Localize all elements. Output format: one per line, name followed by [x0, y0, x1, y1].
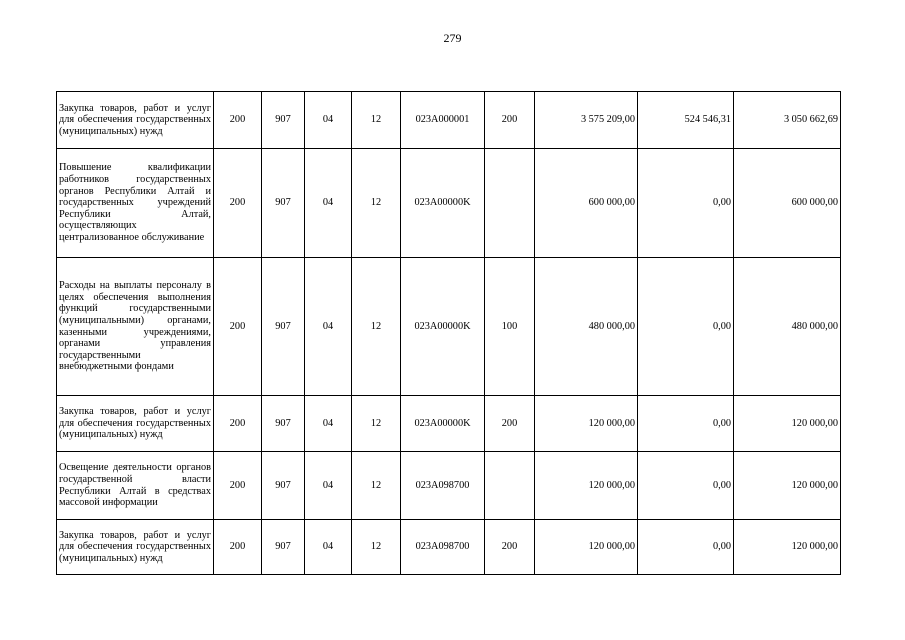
row-target-article-code: 023A000001 [401, 92, 485, 149]
table-row [57, 149, 841, 258]
row-description: Закупка товаров, работ и услуг для обеспечения государственных (муниципальных) нужд [57, 396, 214, 452]
row-target-article-code: 023A00000K [401, 258, 485, 396]
row-ved-code: 907 [262, 396, 305, 452]
row-sum-2: 0,00 [638, 452, 734, 520]
table-row [57, 452, 841, 520]
row-target-article-code: 023A00000K [401, 149, 485, 258]
row-subsection-code: 12 [352, 92, 401, 149]
row-section-code: 04 [305, 149, 352, 258]
row-subsection-code: 12 [352, 396, 401, 452]
row-expense-type-code: 200 [485, 92, 535, 149]
table-row [57, 396, 841, 452]
row-subsection-code: 12 [352, 520, 401, 575]
row-target-article-code: 023A098700 [401, 452, 485, 520]
row-sum-3: 120 000,00 [734, 396, 841, 452]
row-target-article-code: 023A00000K [401, 396, 485, 452]
row-expense-type-code: 200 [485, 520, 535, 575]
row-subsection-code: 12 [352, 258, 401, 396]
row-sum-2: 524 546,31 [638, 92, 734, 149]
row-sum-2: 0,00 [638, 149, 734, 258]
row-ved-code: 907 [262, 149, 305, 258]
table-row [57, 520, 841, 575]
page-number: 279 [443, 31, 462, 45]
row-grbs-code: 200 [214, 452, 262, 520]
row-subsection-code: 12 [352, 452, 401, 520]
row-description: Расходы на выплаты персоналу в целях обеспечения выполнения функций государственными (муниципальными) органами, казенными учреждениями, органами управления государственными внебюджетными фондами [57, 258, 214, 396]
row-grbs-code: 200 [214, 149, 262, 258]
row-sum-1: 480 000,00 [535, 258, 638, 396]
row-subsection-code: 12 [352, 149, 401, 258]
row-section-code: 04 [305, 520, 352, 575]
row-grbs-code: 200 [214, 92, 262, 149]
row-sum-1: 120 000,00 [535, 520, 638, 575]
row-expense-type-code [485, 452, 535, 520]
row-section-code: 04 [305, 258, 352, 396]
row-ved-code: 907 [262, 452, 305, 520]
table-row [57, 92, 841, 149]
row-expense-type-code: 200 [485, 396, 535, 452]
row-sum-1: 120 000,00 [535, 396, 638, 452]
row-description: Закупка товаров, работ и услуг для обеспечения государственных (муниципальных) нужд [57, 92, 214, 149]
row-expense-type-code [485, 149, 535, 258]
row-sum-1: 120 000,00 [535, 452, 638, 520]
row-description: Закупка товаров, работ и услуг для обеспечения государственных (муниципальных) нужд [57, 520, 214, 575]
row-sum-1: 3 575 209,00 [535, 92, 638, 149]
row-sum-2: 0,00 [638, 396, 734, 452]
row-target-article-code: 023A098700 [401, 520, 485, 575]
row-sum-2: 0,00 [638, 520, 734, 575]
row-description: Повышение квалификации работников государственных органов Республики Алтай и государственных учреждений Республики Алтай, осуществляющих централизованное обслуживание [57, 149, 214, 258]
row-sum-1: 600 000,00 [535, 149, 638, 258]
row-sum-3: 3 050 662,69 [734, 92, 841, 149]
row-grbs-code: 200 [214, 396, 262, 452]
row-sum-3: 480 000,00 [734, 258, 841, 396]
row-section-code: 04 [305, 452, 352, 520]
row-sum-3: 600 000,00 [734, 149, 841, 258]
row-expense-type-code: 100 [485, 258, 535, 396]
row-ved-code: 907 [262, 258, 305, 396]
row-ved-code: 907 [262, 92, 305, 149]
row-ved-code: 907 [262, 520, 305, 575]
row-description: Освещение деятельности органов государственной власти Республики Алтай в средствах массовой информации [57, 452, 214, 520]
row-section-code: 04 [305, 92, 352, 149]
row-sum-3: 120 000,00 [734, 520, 841, 575]
row-grbs-code: 200 [214, 520, 262, 575]
table-row [57, 258, 841, 396]
row-sum-3: 120 000,00 [734, 452, 841, 520]
row-section-code: 04 [305, 396, 352, 452]
budget-table [56, 91, 841, 575]
row-grbs-code: 200 [214, 258, 262, 396]
row-sum-2: 0,00 [638, 258, 734, 396]
